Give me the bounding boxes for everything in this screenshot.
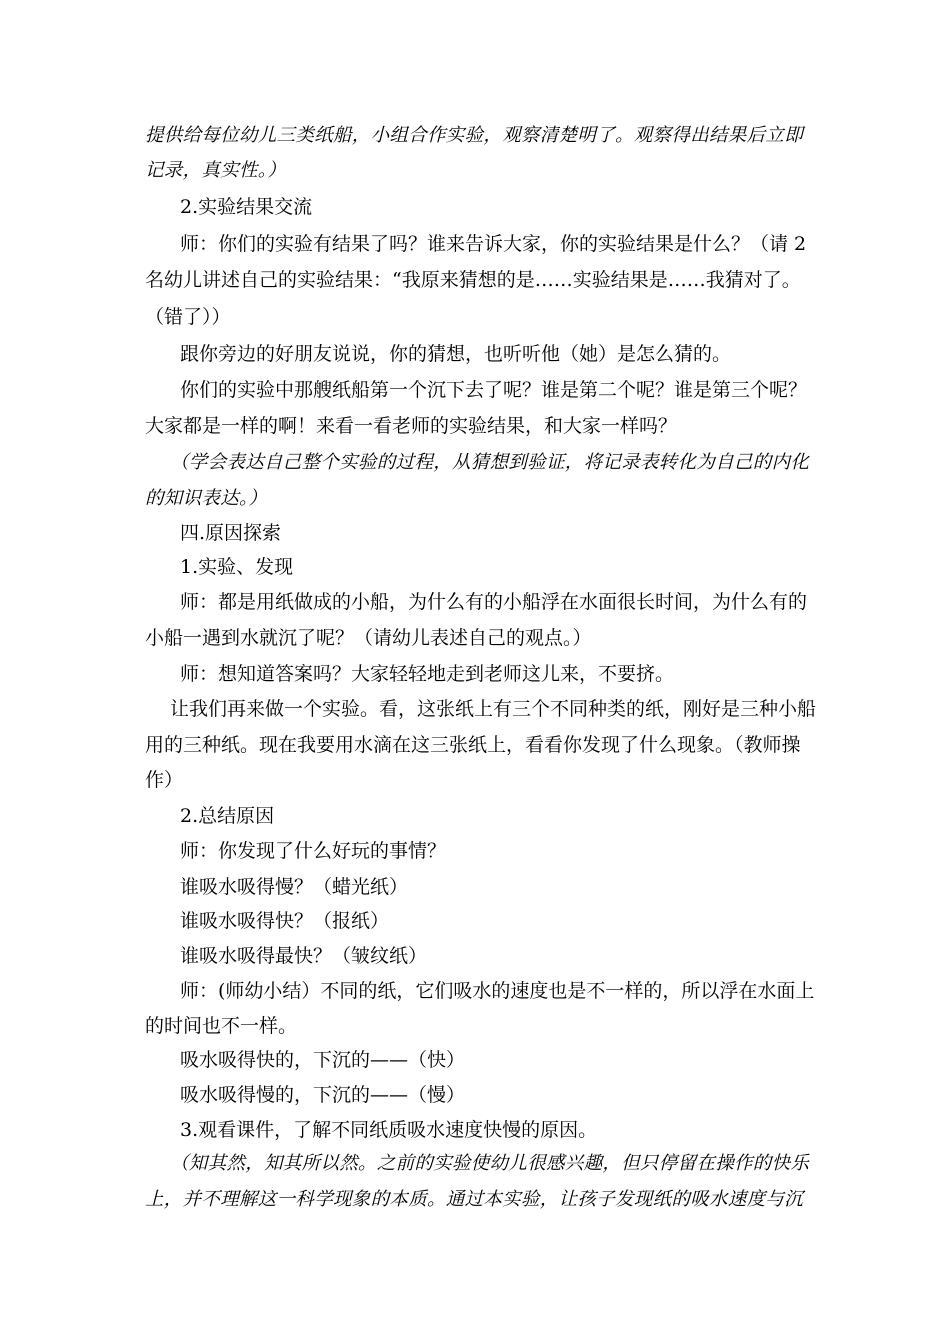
paragraph-line: 谁吸水吸得最快？（皱纹纸） [180,945,428,967]
paragraph-line: 大家都是一样的啊！来看一看老师的实验结果，和大家一样吗？ [145,415,678,437]
paragraph-line: （知其然，知其所以然。之前的实验使幼儿很感兴趣，但只停留在操作的快乐 [170,1153,810,1174]
paragraph-line: 记录，真实性。） [145,160,287,181]
paragraph-line: 提供给每位幼儿三类纸船，小组合作实验，观察清楚明了。观察得出结果后立即 [145,125,804,146]
paragraph-line: 师：想知道答案吗？大家轻轻地走到老师这儿来，不要挤。 [180,663,675,685]
paragraph-line: （错了）） [145,306,231,328]
paragraph-line: 师：都是用纸做成的小船，为什么有的小船浮在水面很长时间，为什么有的 [180,591,808,613]
paragraph-line: 谁吸水吸得慢？（蜡光纸） [180,876,409,898]
paragraph-line: 吸水吸得快的，下沉的——（快） [180,1049,466,1071]
section-heading: 1.实验、发现 [180,556,294,578]
paragraph-line: 上，并不理解这一科学现象的本质。通过本实验，让孩子发现纸的吸水速度与沉 [145,1189,804,1210]
paragraph-line: 吸水吸得慢的，下沉的——（慢） [180,1084,466,1106]
section-heading: 2.实验结果交流 [180,196,313,218]
paragraph-line: 你们的实验中那艘纸船第一个沉下去了呢？谁是第二个呢？谁是第三个呢？ [180,379,808,401]
paragraph-line: 师：你发现了什么好玩的事情？ [180,840,447,862]
section-heading: 2.总结原因 [180,805,275,827]
paragraph-line: （学会表达自己整个实验的过程，从猜想到验证，将记录表转化为自己的内化 [170,452,810,473]
paragraph-line: 的知识表达。） [145,488,268,509]
paragraph-line: 作） [145,769,184,791]
paragraph-line: 跟你旁边的好朋友说说，你的猜想，也听听他（她）是怎么猜的。 [180,343,732,365]
section-heading: 四.原因探索 [180,522,282,544]
section-heading: 3.观看课件，了解不同纸质吸水速度快慢的原因。 [180,1119,598,1141]
paragraph-line: 师：你们的实验有结果了吗？谁来告诉大家，你的实验结果是什么？（请 2 [180,233,807,255]
paragraph-line: 谁吸水吸得快？（报纸） [180,910,390,932]
paragraph-line: 让我们再来做一个实验。看，这张纸上有三个不同种类的纸，刚好是三种小船 [170,698,817,720]
paragraph-line: 师：(师幼小结）不同的纸，它们吸水的速度也是不一样的，所以浮在水面上 [180,980,815,1002]
paragraph-line: 名幼儿讲述自己的实验结果：“我原来猜想的是……实验结果是……我猜对了。 [145,269,801,291]
paragraph-line: 用的三种纸。现在我要用水滴在这三张纸上，看看你发现了什么现象。（教师操 [145,734,801,756]
paragraph-line: 的时间也不一样。 [145,1015,298,1037]
paragraph-line: 小船一遇到水就沉了呢？（请幼儿表述自己的观点。） [145,627,592,649]
